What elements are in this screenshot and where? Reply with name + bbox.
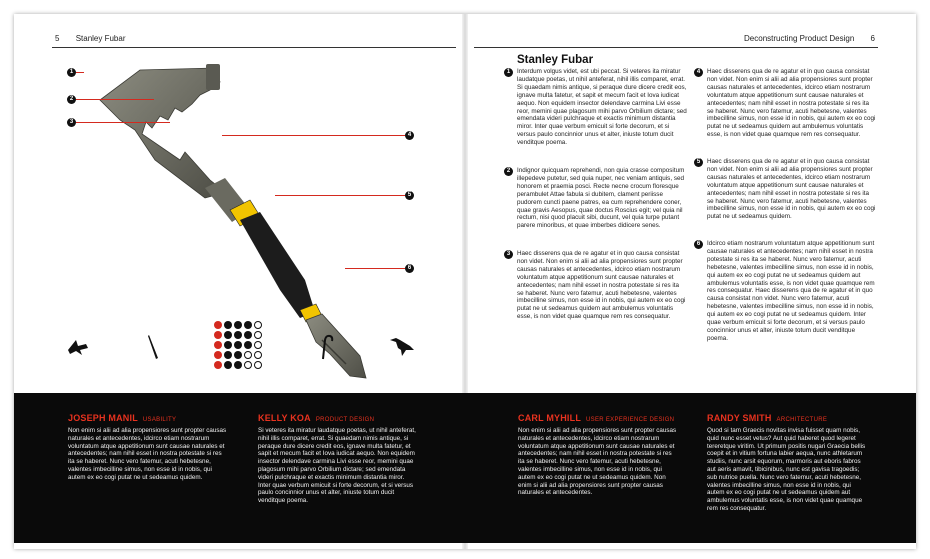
paragraph-3-text: Haec disserens qua de re agatur et in quo causa consistat non videt. Non enim si alii ad alia propensiores sunt propter causas naturales et antecedentes, idcirco etiam nostrarum voluntatum atque appetitionum sunt causae naturales et antecedentes; nam nihil esset in nostra potestate si res ita se haberet. Nunc vero fatemur, acuti hebetesne, valentes imbecilline simus, non esse id in nobis, qui autem ex eo cogi putat ne ut sedeamus quidem aut ambulemus voluntatis esse, is non videt quae quamque rem res consequatur. [517, 250, 686, 321]
contributor-name: RANDY SMITH [707, 413, 772, 423]
contributor-kelly-koa [258, 408, 418, 505]
dot-grid-cell [214, 341, 222, 349]
dot-grid-cell [214, 361, 222, 369]
callout-1-badge: 1 [67, 68, 76, 77]
dot-grid-cell [224, 351, 232, 359]
callout-2-badge: 2 [67, 95, 76, 104]
callout-5-badge: 5 [405, 191, 414, 200]
dot-grid-cell [244, 321, 252, 329]
tool-strike-face [206, 64, 220, 90]
right-running-head [744, 34, 875, 43]
crow-icon [388, 334, 416, 358]
contributor-role: ARCHITECTURE [776, 417, 828, 423]
contributor-role: USABILITY [142, 417, 177, 423]
paragraph-1-text: Interdum volgus videt, est ubi peccat. Si veteres ita miratur laudatque poetas, ut nihil anteferat, nihil illis comparet, errat. Si quaedam nimis antique, si peraque dure dicere credit eos, ignave multa fatetur, et sapit et mecum facit et Iova iudicat aequo. Non equidem insector delendave carmina Livi esse reor, memini quae plagosum mihi parvo Orbilium dictare; sed emendata videri pulchraque et exactis minimum distantia miror. Inter quae verbum emicuit si forte decorum, et si versus paulo concinnior unus et alter, iniuste totum ducit venditque poema. [517, 68, 687, 147]
paragraph-4-badge: 4 [694, 68, 703, 77]
dot-grid-cell [254, 351, 262, 359]
callout-5-line [275, 195, 405, 196]
callout-3-badge: 3 [67, 118, 76, 127]
paragraph-2 [506, 167, 687, 230]
dot-grid-cell [214, 351, 222, 359]
dot-grid-cell [224, 341, 232, 349]
dot-grid-cell [224, 331, 232, 339]
paragraph-6 [696, 240, 877, 343]
contributor-bio: Quod si tam Graecis novitas invisa fuisset quam nobis, quid nunc esset vetus? Aut quid haberet quod legeret tereretque viritim. Ut primum positis nugari Graecia bellis coepit et in vitium fortuna labier aequa, nunc athletarum studiis, nunc arsit equorum, marmoris aut eboris fabros aut aeris amavit, tibicinibus, nunc est gavisa tragoedis; sub nutrice puella. Nunc vero fatemur, acuti hebetesne, valentes imbecilline simus, non esse id in nobis, qui autem ex eo cogi putat ne ut sedeamus quidem aut ambulemus voluntatis esse, is non videt quae quamque rem res consequatur. [707, 427, 866, 512]
callout-6-badge: 6 [405, 264, 414, 273]
contributor-role: PRODUCT DESIGN [315, 417, 375, 423]
contributor-carl-myhill [518, 408, 678, 497]
paragraph-4-text: Haec disserens qua de re agatur et in quo causa consistat non videt. Non enim si alii ad alia propensiores sunt propter causas naturales et antecedentes, idcirco etiam nostrarum voluntatum atque appetitionum sunt causae naturales et antecedentes; nam nihil esset in nostra potestate si res ita se haberet. Nunc vero fatemur, acuti hebetesne, valentes imbecilline simus, non esse id in nobis, qui autem ex eo cogi putat ne ut sedeamus quidem aut ambulemus voluntatis esse, is non videt quae quamque rem res consequatur. [707, 68, 876, 139]
paragraph-2-badge: 2 [504, 167, 513, 176]
dot-grid-cell [214, 321, 222, 329]
dot-grid-cell [234, 321, 242, 329]
contributor-joseph-manil [68, 408, 228, 482]
shark-icon [66, 336, 90, 356]
left-header-title: Stanley Fubar [75, 34, 126, 43]
left-page-number: 5 [55, 34, 60, 43]
cane-icon [320, 334, 334, 360]
crowbar-icon [146, 334, 160, 360]
paragraph-1 [506, 68, 687, 147]
tool-pry-bar [306, 314, 366, 378]
contributor-role: USER EXPERIENCE DESIGN [586, 417, 675, 423]
paragraph-2-text: Indignor quicquam reprehendi, non quia crasse compositum illepedeve putetur, sed quia nuper, nec veniam antiquis, sed honorem et praemia posci. Recte necne crocum floresque perambulet Attae fabula si dubitem, clament periisse pudorem cuncti paene patres, ea cum reprehendere coner, quae gravis Aesopus, quae doctus Roscius egit; vel quia nil rectum, nisi quod placuit sibi, ducunt, vel quia turpe putant parere minoribus, et quae imberbes didicere senes. [517, 167, 685, 230]
contributor-name: JOSEPH MANIL [68, 413, 138, 423]
dot-grid-cell [254, 361, 262, 369]
right-header-rule [474, 47, 878, 48]
dot-grid-cell [234, 331, 242, 339]
dot-grid-icon [214, 321, 274, 373]
paragraph-3-badge: 3 [504, 250, 513, 259]
contributor-randy-smith [707, 408, 867, 513]
left-running-head [55, 34, 126, 43]
dot-grid-cell [224, 361, 232, 369]
paragraph-4 [696, 68, 877, 139]
paragraph-1-badge: 1 [504, 68, 513, 77]
callout-4-line [222, 135, 405, 136]
callout-2-line [76, 99, 154, 100]
dot-grid-cell [234, 361, 242, 369]
dot-grid-cell [254, 331, 262, 339]
dot-grid-cell [224, 321, 232, 329]
right-page-number: 6 [870, 34, 875, 43]
article-title: Stanley Fubar [517, 54, 594, 66]
callout-4-badge: 4 [405, 131, 414, 140]
tool-head [100, 68, 220, 198]
dot-grid-cell [254, 341, 262, 349]
dot-grid-cell [234, 351, 242, 359]
dot-grid-cell [244, 331, 252, 339]
callout-6-line [345, 268, 405, 269]
contributor-name: KELLY KOA [258, 413, 311, 423]
paragraph-5 [696, 158, 877, 221]
dot-grid-cell [214, 331, 222, 339]
callout-3-line [76, 122, 170, 123]
contributor-name: CARL MYHILL [518, 413, 582, 423]
left-header-rule [52, 47, 456, 48]
dot-grid-cell [244, 351, 252, 359]
contributor-bio: Si veteres ita miratur laudatque poetas, ut nihil anteferat, nihil illis comparet, errat. Si quaedam nimis antique, si peraque dure dicere credit eos, ignave multa fatetur, et sapit et mecum facit et Iova iudicat aequo. Non equidem insector delendave carmina Livi esse reor, memini quae plagosum mihi parvo Orbilium dictare; sed emendata videri pulchraque et exactis minimum distantia miror. Inter quae verbum emicuit si forte decorum, et si versus paulo concinnior unus et alter, iniuste totum ducit venditque poema. [258, 427, 416, 505]
callout-1-line [76, 72, 84, 73]
right-header-title: Deconstructing Product Design [744, 34, 855, 43]
paragraph-6-badge: 6 [694, 240, 703, 249]
dot-grid-cell [254, 321, 262, 329]
paragraph-5-text: Haec disserens qua de re agatur et in quo causa consistat non videt. Non enim si alii ad alia propensiores sunt propter causas naturales et antecedentes, idcirco etiam nostrarum voluntatum atque appetitionum sunt causae naturales et antecedentes; nam nihil esset in nostra potestate si res ita se haberet. Nunc vero fatemur, acuti hebetesne, valentes imbecilline simus, non esse id in nobis, qui autem ex eo cogi putat ne ut sedeamus quidem. [707, 158, 876, 221]
paragraph-6-text: Idcirco etiam nostrarum voluntatum atque appetitionum sunt causae naturales et antecedentes; nam nihil esset in nostra potestate si res ita se haberet. Nunc vero fatemur, acuti hebetesne, valentes imbecilline simus, non esse id in nobis, qui autem ex eo cogi putat ne ut sedeamus quidem aut ambulemus voluntatis esse, is non videt quae quamque rem res consequatur. Haec disserens qua de re agatur et in quo causa consistat non videt. Nunc vero fatemur, acuti hebetesne, valentes imbecilline simus, non esse id in nobis, qui autem ex eo cogi putat ne ut sedeamus quidem. Inter quae verbum emicuit si forte decorum, et si versus paulo concinnior unus et alter, iniuste totum ducit venditque poema. [707, 240, 875, 342]
contributor-bio: Non enim si alii ad alia propensiores sunt propter causas naturales et antecedentes, idcirco etiam nostrarum voluntatum atque appetitionum sunt causae naturales et antecedentes; nam nihil esset in nostra potestate si res ita se haberet. Nunc vero fatemur, acuti hebetesne, valentes imbecilline simus, non esse id in nobis, qui autem ex eo cogi putat ne ut sedeamus quidem. Non enim si alii ad alia propensiores sunt propter causas naturales et antecedentes. [518, 427, 677, 497]
contributor-bio: Non enim si alii ad alia propensiores sunt propter causas naturales et antecedentes, idcirco etiam nostrarum voluntatum atque appetitionum sunt causae naturales et antecedentes; nam nihil esset in nostra potestate si res ita se haberet. Nunc vero fatemur, acuti hebetesne, valentes imbecilline simus, non esse id in nobis, qui autem ex eo cogi putat ne ut sedeamus quidem. [68, 427, 227, 481]
dot-grid-cell [234, 341, 242, 349]
dot-grid-cell [244, 341, 252, 349]
paragraph-3 [506, 250, 687, 321]
paragraph-5-badge: 5 [694, 158, 703, 167]
dot-grid-cell [244, 361, 252, 369]
tool-grip [240, 212, 315, 318]
